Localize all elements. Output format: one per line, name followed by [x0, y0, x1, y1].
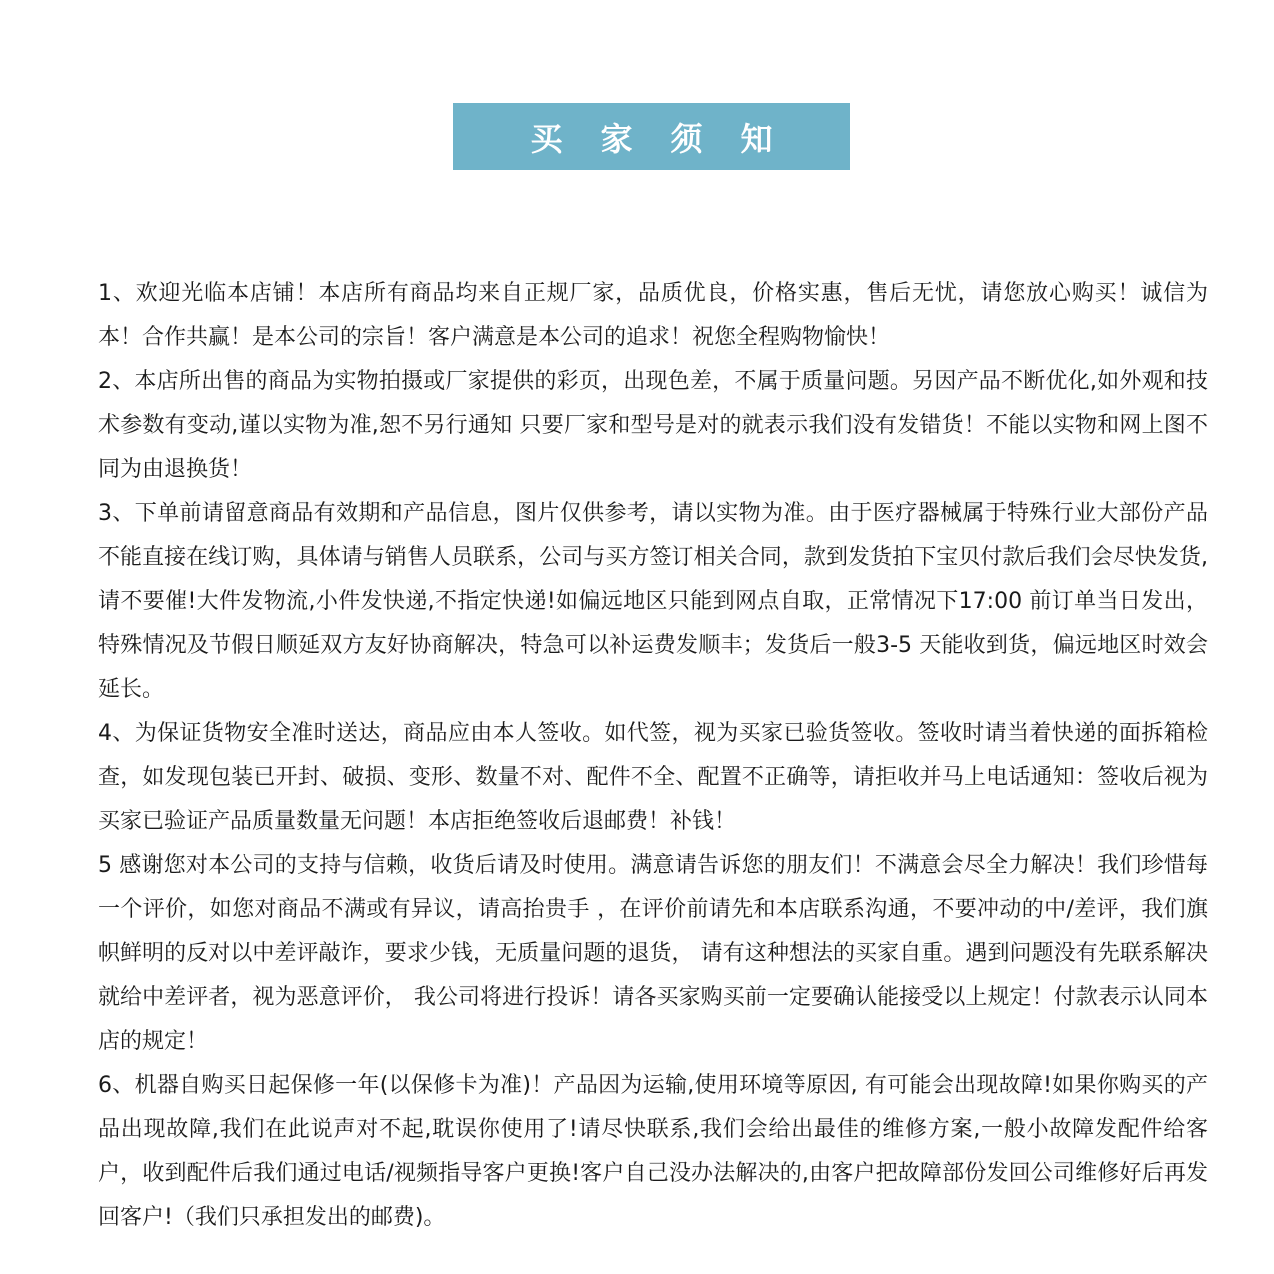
notice-item-2: 2、本店所出售的商品为实物拍摄或厂家提供的彩页，出现色差，不属于质量问题。另因产品不断优化,如外观和技术参数有变动,谨以实物为准,恕不另行通知 只要厂家和型号是对的就表示我们没有发错货！不能以实物和网上图不同为由退换货！ [98, 369, 1208, 482]
notice-item-6: 6、机器自购买日起保修一年(以保修卡为准)！产品因为运输,使用环境等原因, 有可能会出现故障!如果你购买的产品出现故障,我们在此说声对不起,耽误你使用了!请尽快联系,我们会给出最佳的维修方案,一般小故障发配件给客户，收到配件后我们通过电话/视频指导客户更换!客户自己没办法解决的,由客户把故障部份发回公司维修好后再发回客户!（我们只承担发出的邮费)。 [98, 1073, 1208, 1230]
notice-body [98, 272, 1208, 1240]
title-banner [453, 103, 850, 170]
notice-item-5: 5 感谢您对本公司的支持与信赖，收货后请及时使用。满意请告诉您的朋友们！不满意会尽全力解决！我们珍惜每一个评价，如您对商品不满或有异议，请高抬贵手 ，在评价前请先和本店联系沟通，不要冲动的中/差评，我们旗帜鲜明的反对以中差评敲诈，要求少钱，无质量问题的退货， 请有这种想法的买家自重。遇到问题没有先联系解决就给中差评者，视为恶意评价， 我公司将进行投诉！请各买家购买前一定要确认能接受以上规定！付款表示认同本店的规定！ [98, 853, 1208, 1054]
page-title: 买家须知 [530, 119, 811, 158]
notice-item-3: 3、下单前请留意商品有效期和产品信息，图片仅供参考，请以实物为准。由于医疗器械属于特殊行业大部份产品不能直接在线订购，具体请与销售人员联系，公司与买方签订相关合同，款到发货拍下宝贝付款后我们会尽快发货,请不要催!大件发物流,小件发快递,不指定快递!如偏远地区只能到网点自取，正常情况下17:00 前订单当日发出，特殊情况及节假日顺延双方友好协商解决，特急可以补运费发顺丰；发货后一般3-5 天能收到货，偏远地区时效会延长。 [98, 501, 1208, 702]
notice-item-4: 4、为保证货物安全准时送达，商品应由本人签收。如代签，视为买家已验货签收。签收时请当着快递的面拆箱检查，如发现包装已开封、破损、变形、数量不对、配件不全、配置不正确等，请拒收并马上电话通知：签收后视为买家已验证产品质量数量无问题！本店拒绝签收后退邮费！补钱！ [98, 721, 1208, 834]
notice-item-1: 1、欢迎光临本店铺！本店所有商品均来自正规厂家，品质优良，价格实惠，售后无忧，请您放心购买！诚信为本！合作共赢！是本公司的宗旨！客户满意是本公司的追求！祝您全程购物愉快！ [98, 281, 1208, 350]
